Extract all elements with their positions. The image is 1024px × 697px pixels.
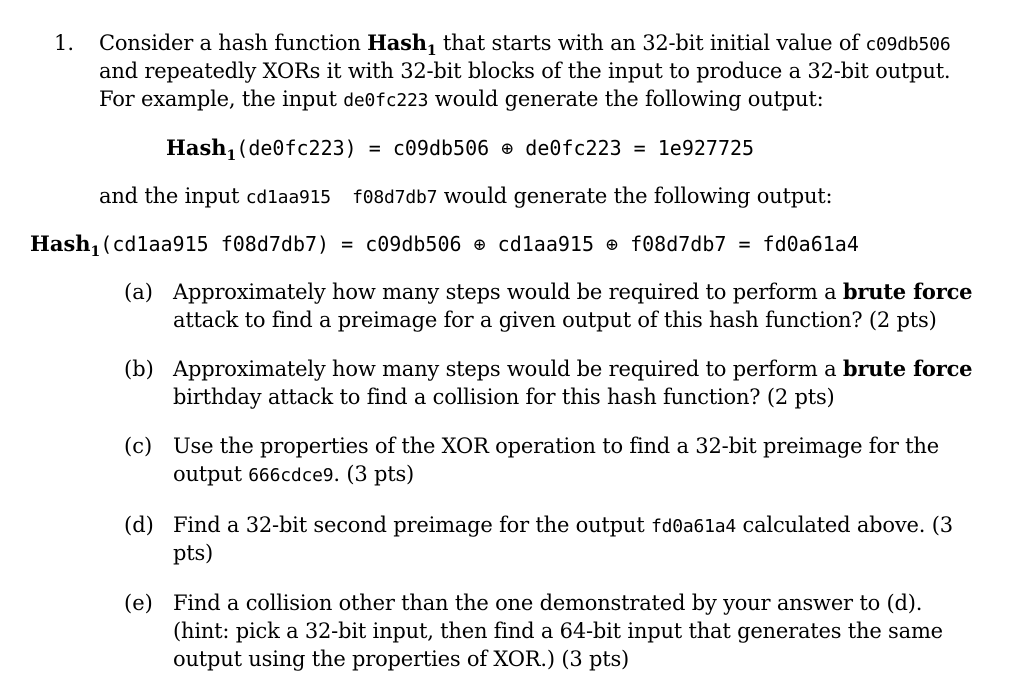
hash-subscript: 1 (90, 244, 101, 260)
part-a-line-1 (173, 278, 972, 306)
part-text: Approximately how many steps would be required to perform a (173, 280, 843, 304)
question-number: 1. (54, 31, 75, 55)
hash-subscript: 1 (426, 43, 437, 59)
part-e-line-2: (hint: pick a 32-bit input, then find a 64-bit input that generates the same (173, 619, 943, 643)
hash-name: Hash (367, 30, 427, 55)
part-d-line-2: pts) (173, 541, 214, 565)
middle-text: and the input (99, 184, 246, 208)
part-c-line-1: Use the properties of the XOR operation to find a 32-bit preimage for the (173, 434, 939, 458)
equation-expression: (de0fc223) = c09db506 ⊕ de0fc223 = 1e927725 (236, 136, 755, 160)
middle-line (99, 182, 832, 212)
part-a-label: (a) (124, 280, 153, 304)
part-e-label: (e) (124, 591, 153, 615)
part-a-line-2: attack to find a preimage for a given output of this hash function? (2 pts) (173, 308, 937, 332)
part-bold: brute force (842, 279, 973, 304)
part-c-line-2 (173, 460, 414, 490)
intro-line-1 (99, 29, 950, 60)
middle-text: would generate the following output: (437, 184, 833, 208)
intro-text: For example, the input (99, 87, 344, 111)
intro-text: Consider a hash function (99, 31, 368, 55)
equation-1 (166, 134, 754, 165)
equation-2 (30, 230, 859, 261)
part-e-line-3: output using the properties of XOR.) (3 pts) (173, 647, 630, 671)
hash-name: Hash (166, 135, 227, 160)
part-text: . (3 pts) (333, 462, 415, 486)
target-output: fd0a61a4 (650, 516, 737, 537)
equation-expression: (cd1aa915 f08d7db7) = c09db506 ⊕ cd1aa915 ⊕ f08d7db7 = fd0a61a4 (100, 232, 859, 256)
initial-value: c09db506 (865, 34, 951, 55)
part-b-line-2: birthday attack to find a collision for this hash function? (2 pts) (173, 385, 835, 409)
part-b-line-1 (173, 355, 972, 383)
part-bold: brute force (842, 356, 973, 381)
part-text: output (173, 462, 249, 486)
intro-line-2: and repeatedly XORs it with 32-bit blocks of the input to produce a 32-bit output. (99, 59, 951, 83)
hash-name: Hash (30, 231, 91, 256)
intro-text: that starts with an 32-bit initial value of (436, 31, 866, 55)
part-d-line-1 (173, 511, 953, 541)
target-output: 666cdce9 (248, 465, 334, 486)
intro-line-3 (99, 85, 824, 115)
part-text: calculated above. (3 (736, 513, 953, 537)
hash-subscript: 1 (226, 148, 237, 164)
part-b-label: (b) (124, 357, 154, 381)
part-text: Approximately how many steps would be required to perform a (173, 357, 843, 381)
example-input: de0fc223 (343, 90, 429, 111)
intro-text: would generate the following output: (428, 87, 824, 111)
second-input: cd1aa915 f08d7db7 (245, 187, 438, 208)
part-text: Find a 32-bit second preimage for the output (173, 513, 651, 537)
part-e-line-1: Find a collision other than the one demonstrated by your answer to (d). (173, 591, 923, 615)
part-d-label: (d) (124, 513, 154, 537)
part-c-label: (c) (124, 434, 153, 458)
